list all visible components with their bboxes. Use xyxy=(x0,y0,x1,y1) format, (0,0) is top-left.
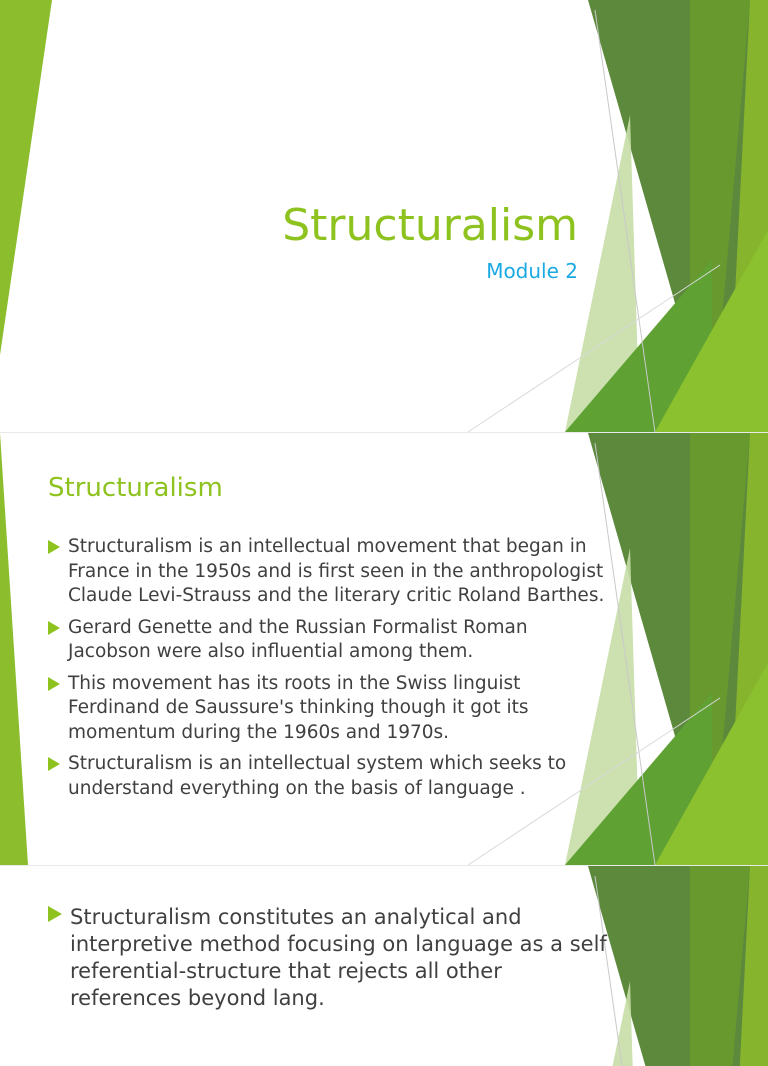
bullet-arrow-icon xyxy=(48,757,60,771)
slide-heading: Structuralism xyxy=(48,473,223,503)
bullet-arrow-icon xyxy=(48,906,62,922)
list-item xyxy=(48,672,608,746)
bullet-arrow-icon xyxy=(48,677,60,691)
content-slide xyxy=(0,433,768,865)
bullet-text: Structuralism constitutes an analytical and interpretive method focusing on language as a self referential-structure that rejects all other references beyond lang. xyxy=(70,905,607,1010)
left-green-wedge xyxy=(0,0,52,355)
slide-title: Structuralism xyxy=(282,200,578,251)
list-item xyxy=(48,616,608,665)
bullet-arrow-icon xyxy=(48,621,60,635)
bullet-text: Structuralism is an intellectual system which seeks to understand everything on the basis of language . xyxy=(68,753,567,799)
content-slide xyxy=(0,866,768,1066)
bullet-list xyxy=(48,904,608,1022)
list-item xyxy=(48,535,608,609)
list-item xyxy=(48,752,608,801)
bullet-text: Gerard Genette and the Russian Formalist Roman Jacobson were also influential among them. xyxy=(68,616,528,662)
slide-subtitle: Module 2 xyxy=(486,259,578,283)
bullet-list xyxy=(48,535,608,808)
bullet-arrow-icon xyxy=(48,540,60,554)
bullet-text: This movement has its roots in the Swiss linguist Ferdinand de Saussure's thinking though it got its momentum during the 1960s and 1970s. xyxy=(68,672,529,743)
bullet-text: Structuralism is an intellectual movement that began in France in the 1950s and is first seen in the anthropologist Claude Levi-Strauss and the literary critic Roland Barthes. xyxy=(68,536,605,606)
left-green-wedge xyxy=(0,433,28,865)
title-slide xyxy=(0,0,768,432)
list-item xyxy=(48,904,608,1012)
